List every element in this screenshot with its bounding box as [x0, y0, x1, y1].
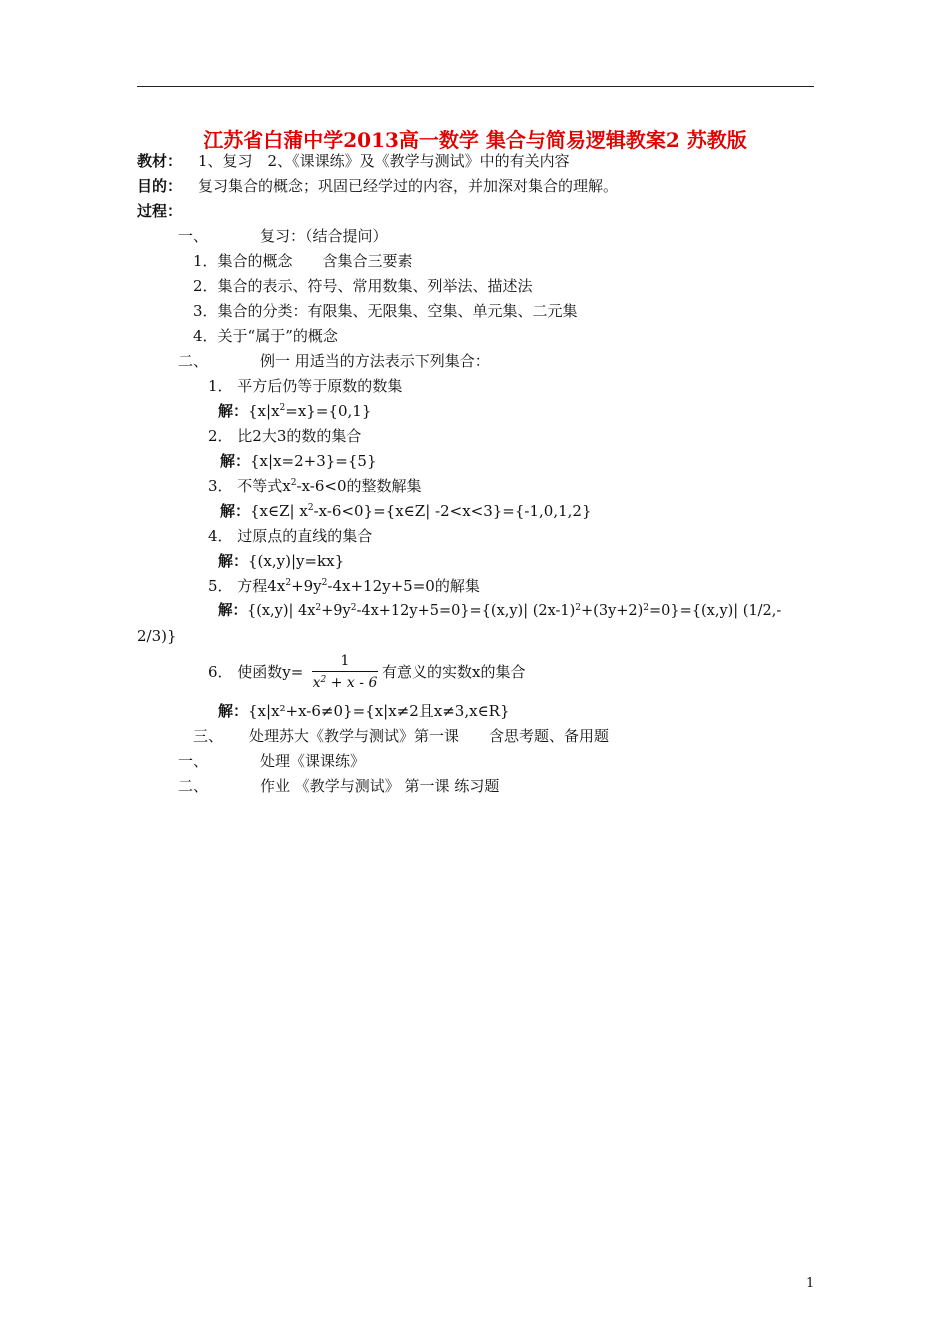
example-solution: 解：{(x,y)| $4x^2+9y^2-4x+12y+5=0\}=\{(x,y)|$ $(2x-1)^2+(3y+2)^2=0\}=\{(x,y)|$ (1/2,-	[218, 602, 782, 619]
goal-line: 目的： 复习集合的概念；巩固已经学过的内容，并加深对集合的理解。	[137, 177, 619, 195]
example-solution: 解：{x∈Z| $x^2-x-6<0\}=\{x\in Z|$ -2<x<3}={-1,0,1,2}	[220, 502, 592, 520]
example-solution: 解：$\{x|x^2=x\}=\{0,1\}$	[218, 402, 372, 420]
section1-item: 4．关于“属于”的概念	[193, 327, 338, 345]
example-question: 1． 平方后仍等于原数的数集	[208, 377, 403, 395]
example-solution: 解：{x|x²+x-6≠0}={x|x≠2且x≠3,x∈R}	[218, 702, 510, 720]
example-solution: 解：{x|x=2+3}={5}	[220, 452, 377, 470]
section2-heading: 二、 例一 用适当的方法表示下列集合：	[178, 352, 490, 370]
fraction-expression	[312, 652, 378, 692]
example-question: 5． 方程$4x^2+9y^2-4x+12y+5=0$的解集	[208, 577, 480, 595]
material-line: 教材： 1、复习 2、《课课练》及《教学与测试》中的有关内容	[137, 152, 570, 170]
example-question: 4． 过原点的直线的集合	[208, 527, 373, 545]
example-solution: 解：{(x,y)|y=kx}	[218, 552, 345, 570]
section1-item: 3．集合的分类：有限集、无限集、空集、单元集、二元集	[193, 302, 578, 320]
fraction-denominator: $x^2 + x - 6$	[312, 675, 378, 691]
section1-item: 1．集合的概念 含集合三要素	[193, 252, 413, 270]
example-question: 2． 比2大3的数的集合	[208, 427, 362, 445]
section5-line: 二、 作业 《教学与测试》 第一课 练习题	[178, 777, 500, 795]
example-question: 3． 不等式$x^2-x-6<0$的整数解集	[208, 477, 422, 495]
header-rule	[137, 86, 814, 87]
example-solution-continued: 2/3)}	[137, 627, 177, 645]
section1-heading: 一、 复习：（结合提问）	[178, 227, 388, 245]
page-title: 江苏省白蒲中学2013高一数学 集合与简易逻辑教案2 苏教版	[203, 128, 747, 152]
fraction-bar	[312, 671, 378, 672]
page-number: 1	[806, 1276, 815, 1291]
example-question-tail: 有意义的实数x的集合	[382, 663, 526, 681]
section3-line: 三、 处理苏大《教学与测试》第一课 含思考题、备用题	[193, 727, 610, 745]
fraction-numerator: 1	[340, 653, 350, 669]
example-question: 6． 使函数y=	[208, 663, 304, 681]
section4-line: 一、 处理《课课练》	[178, 752, 366, 770]
process-label: 过程：	[137, 202, 183, 220]
section1-item: 2．集合的表示、符号、常用数集、列举法、描述法	[193, 277, 533, 295]
